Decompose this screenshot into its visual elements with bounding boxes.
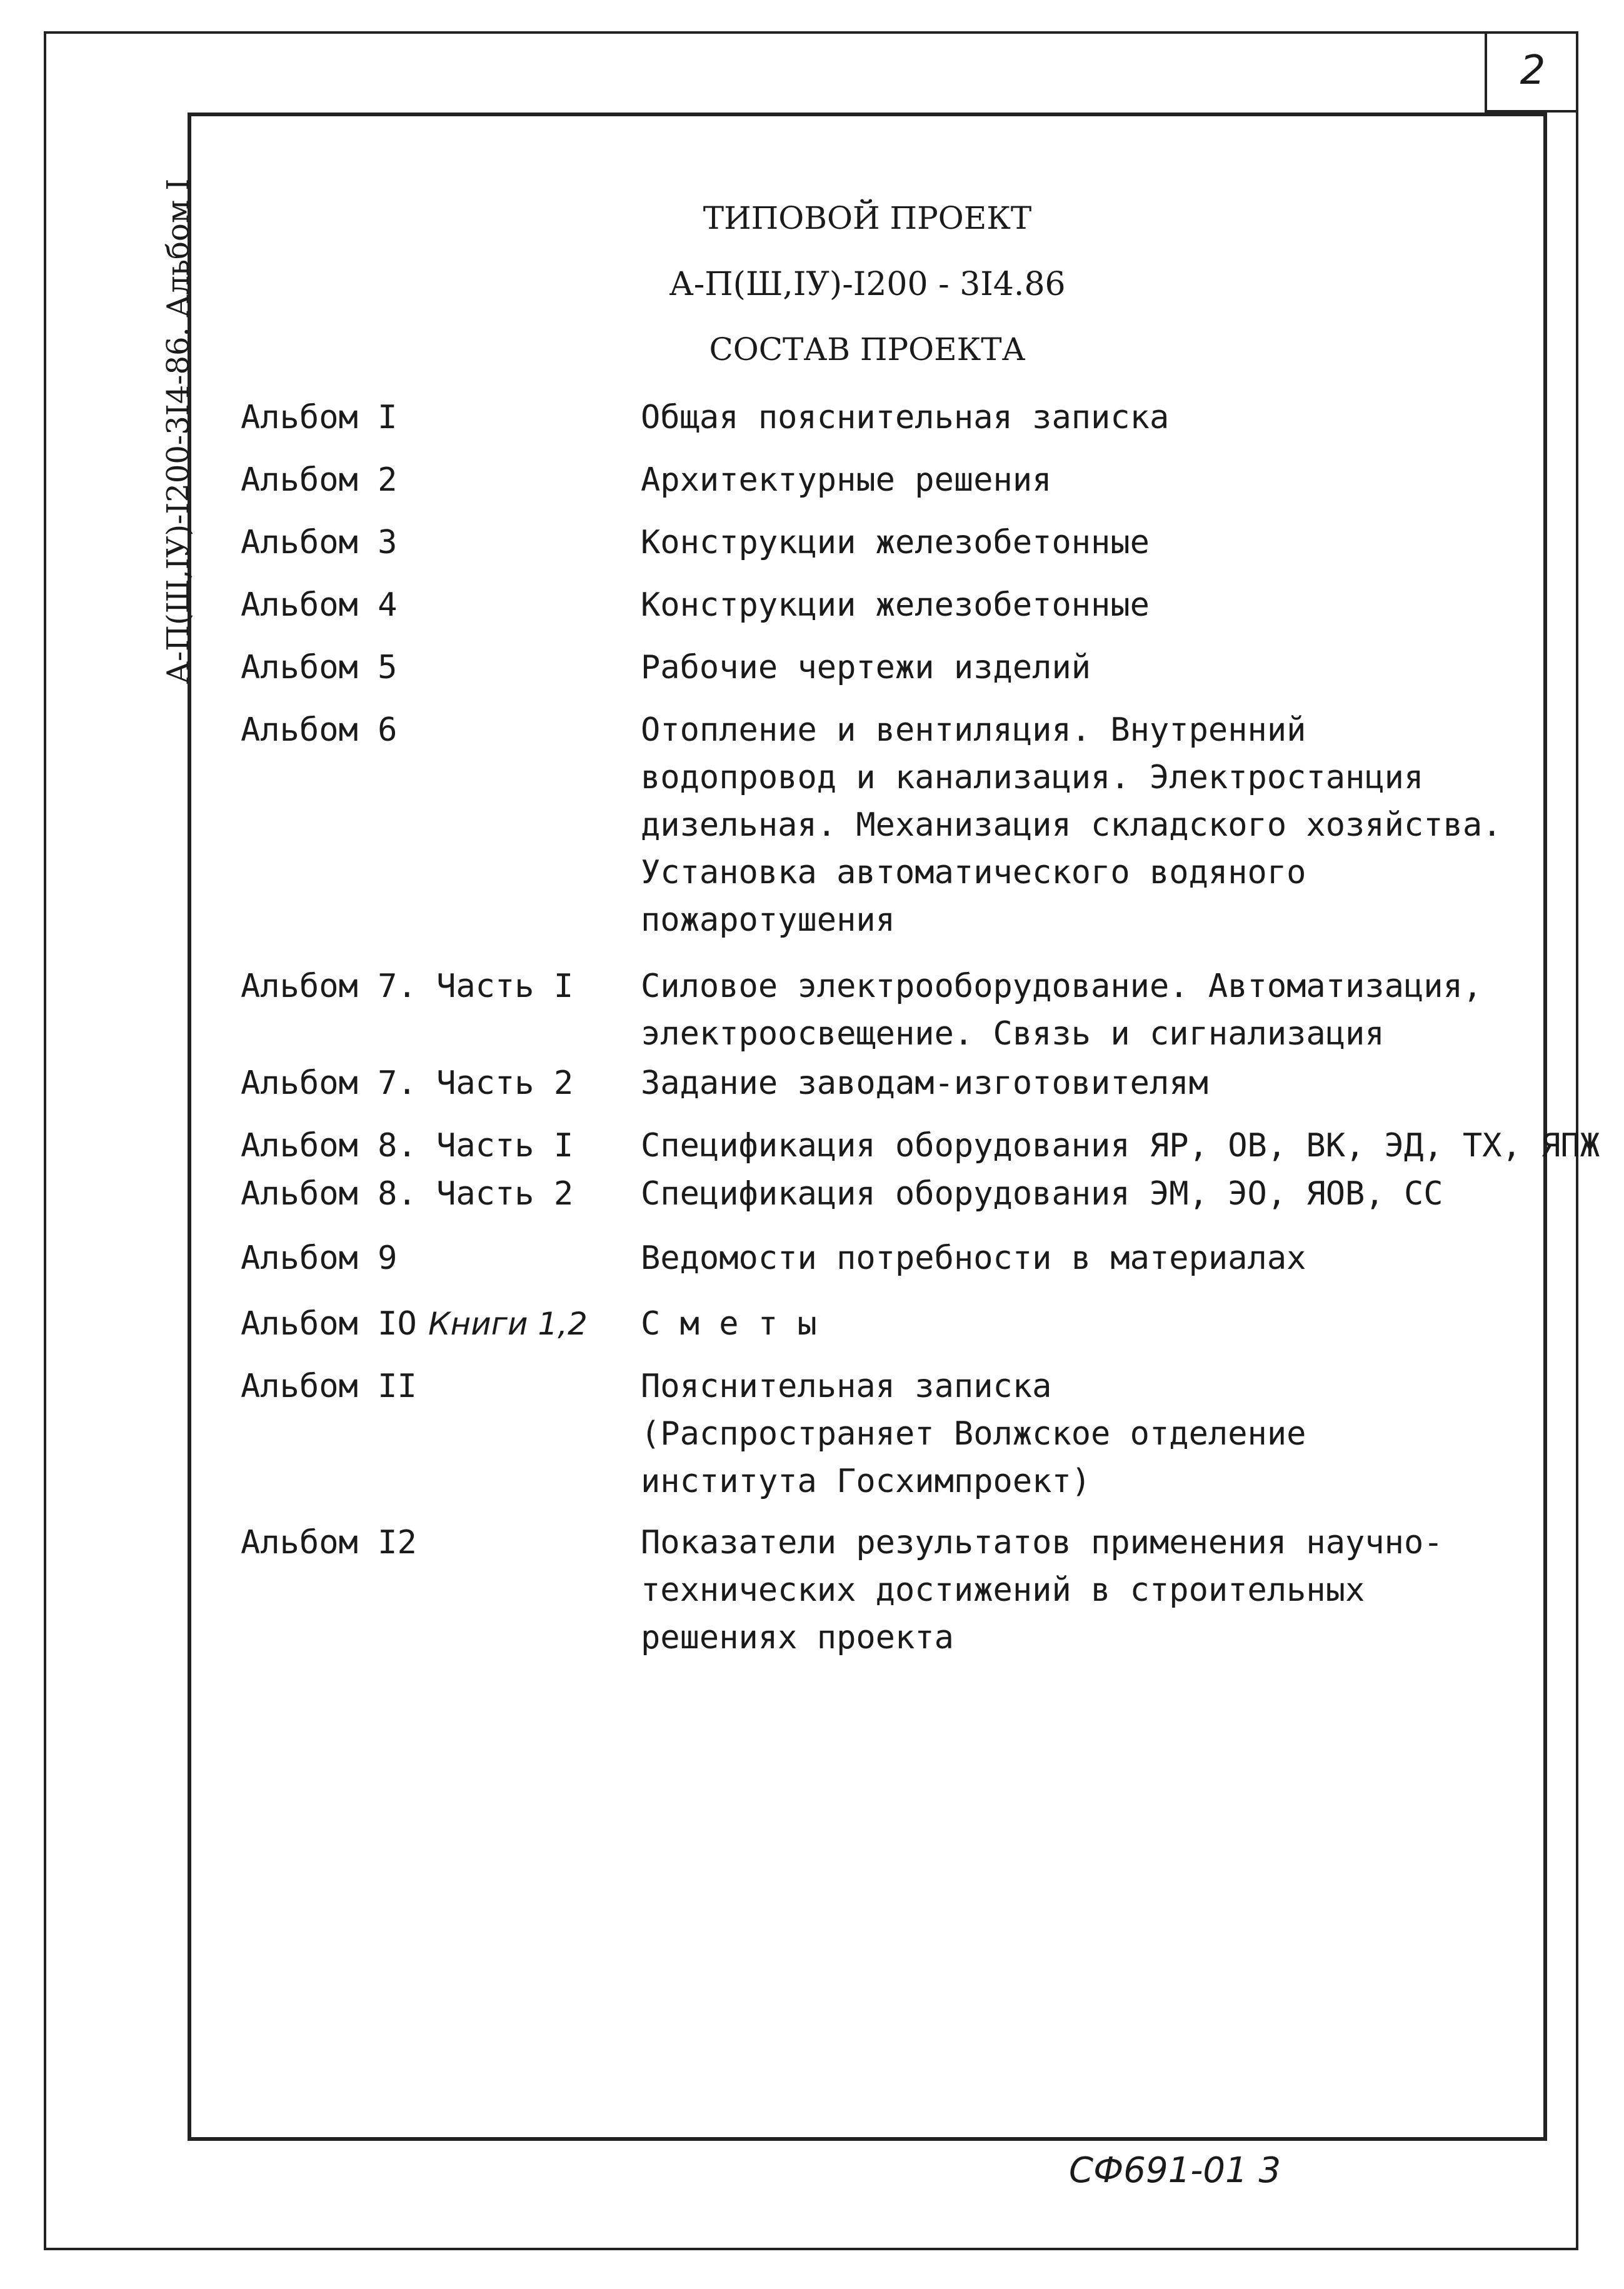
album-description: Силовое электрооборудование. Автоматизация, электроосвещение. Связь и сигнализация [641, 968, 1483, 1053]
album-description: Спецификация оборудования ЭМ, ЭО, ЯОВ, СС [641, 1175, 1443, 1213]
album-label: Альбом I2 [241, 1524, 417, 1561]
album-label: Альбом 4 [241, 586, 398, 624]
document-type-title: ТИПОВОЙ ПРОЕКТ [703, 200, 1032, 236]
album-description: Конструкции железобетонные [641, 586, 1150, 624]
album-description: Пояснительная записка (Распространяет Волжское отделение института Госхимпроект) [641, 1368, 1306, 1500]
album-description: Рабочие чертежи изделий [641, 649, 1091, 686]
album-description: Архитектурные решения [641, 461, 1052, 499]
album-label: Альбом II [241, 1368, 417, 1405]
album-description: Показатели результатов применения научно- технических достижений в строительных решениях проекта [641, 1524, 1443, 1656]
footer-code: СФ691-01 3 [1069, 2150, 1281, 2191]
album-label: Альбом 6 [241, 711, 398, 749]
album-description: Общая пояснительная записка [641, 399, 1170, 436]
album-description: Отопление и вентиляция. Внутренний водопровод и канализация. Электростанция дизельная. Механизация складского хозяйства. Установка автоматического водяного пожаротушения [641, 711, 1502, 939]
album-label: Альбом 2 [241, 461, 398, 499]
album-label: Альбом 8. Часть I [241, 1127, 574, 1165]
album-label: Альбом 3 [241, 524, 398, 561]
album-label: Альбом 9 [241, 1240, 398, 1277]
album-label: Альбом 7. Часть I [241, 968, 574, 1005]
album-description: Задание заводам-изготовителям [641, 1064, 1208, 1102]
section-title: СОСТАВ ПРОЕКТА [709, 331, 1026, 368]
page-number: 2 [1485, 31, 1578, 113]
album-description: С м е т ы [641, 1305, 817, 1343]
album-extra-handwritten: Книги 1,2 [428, 1306, 588, 1342]
album-label: Альбом 8. Часть 2 [241, 1175, 574, 1213]
album-description: Ведомости потребности в материалах [641, 1240, 1306, 1277]
album-label: Альбом 5 [241, 649, 398, 686]
album-label: Альбом IО [241, 1305, 417, 1343]
album-description: Спецификация оборудования ЯР, ОВ, ВК, ЭД, ТХ, ЯПЖ [641, 1127, 1600, 1165]
side-label: А-П(Ш,IУ)-I200-3I4-86. Альбом I [161, 178, 196, 684]
album-description: Конструкции железобетонные [641, 524, 1150, 561]
project-code: А-П(Ш,IУ)-I200 - 3I4.86 [669, 266, 1066, 303]
album-label: Альбом I [241, 399, 398, 436]
album-label: Альбом 7. Часть 2 [241, 1064, 574, 1102]
